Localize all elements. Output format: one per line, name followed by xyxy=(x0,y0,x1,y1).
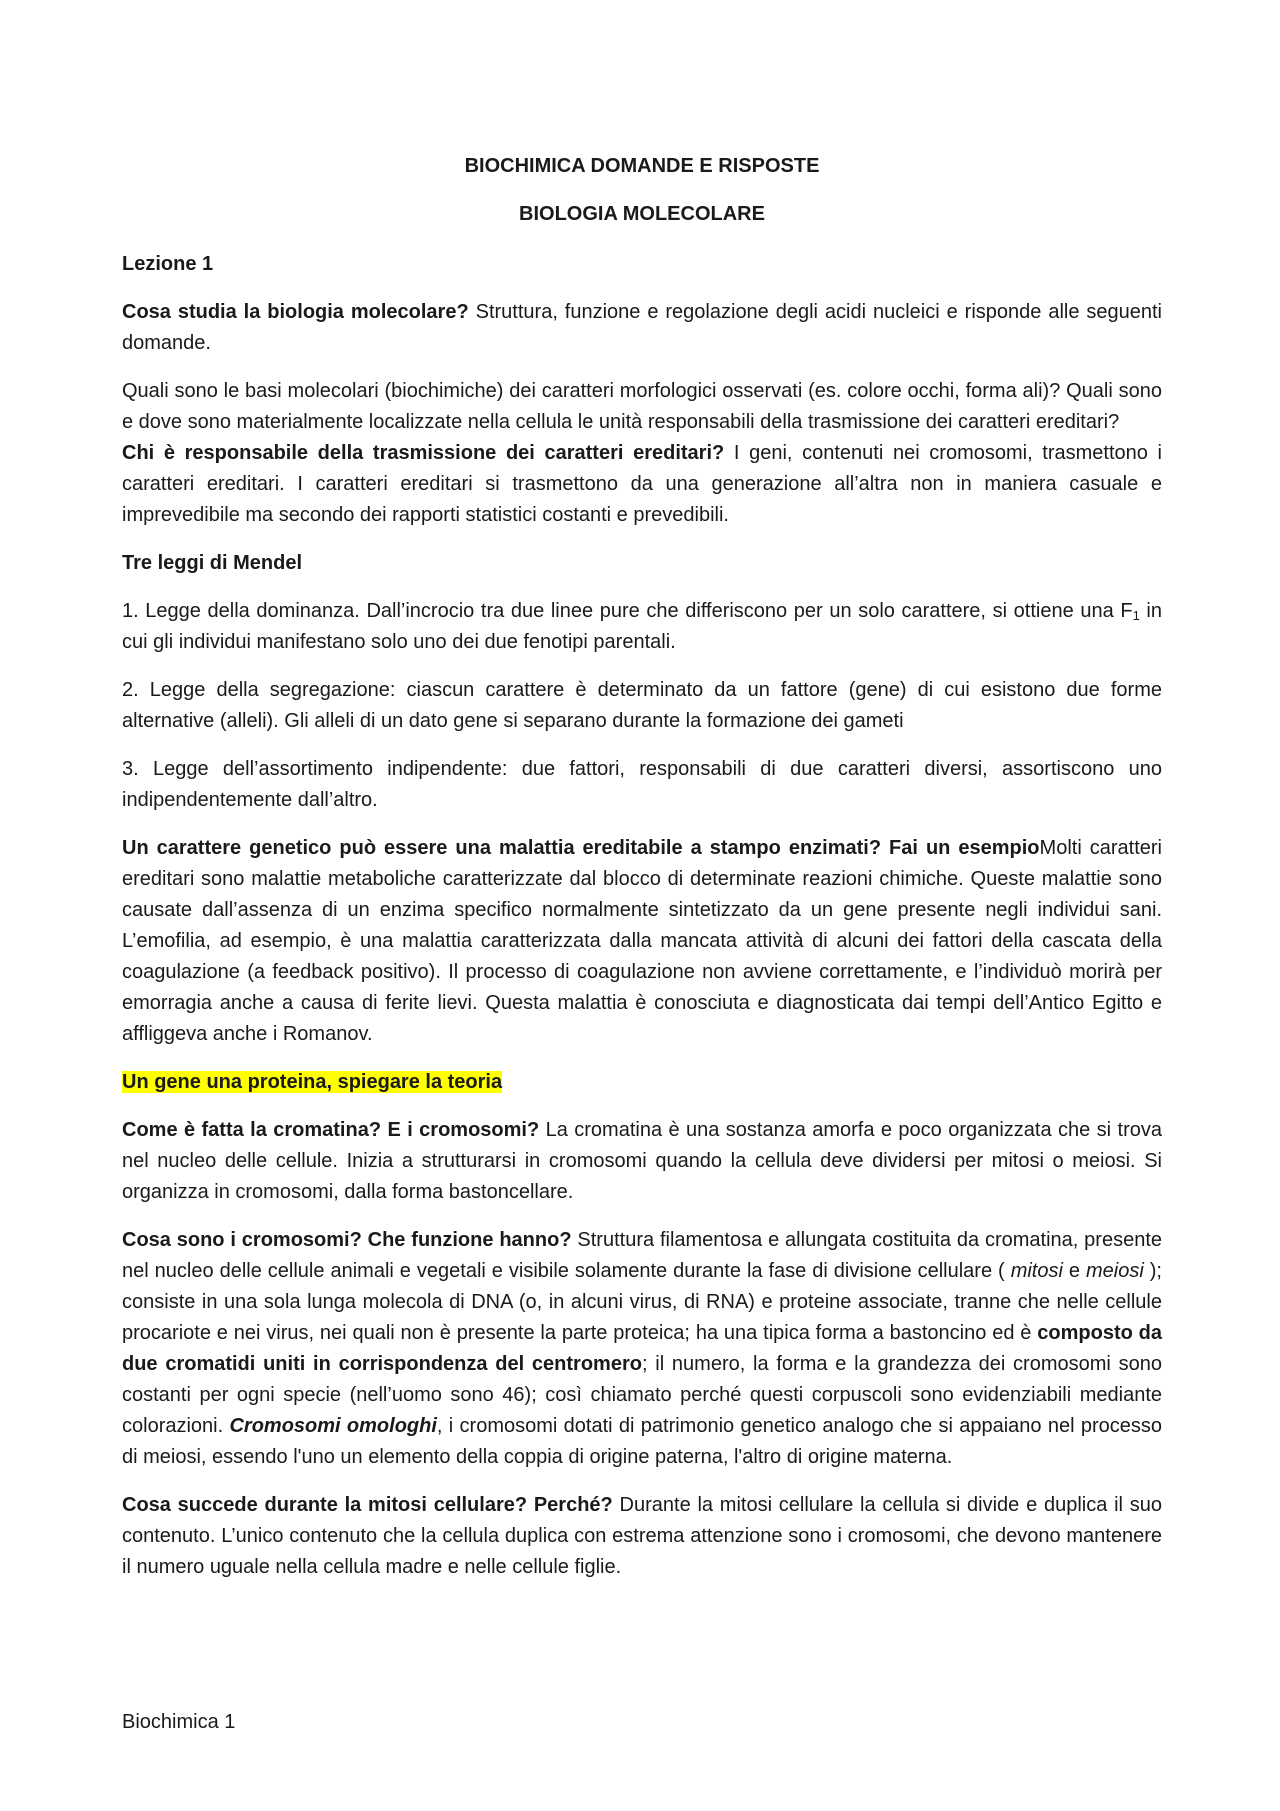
answer-text: Struttura filamentosa e allungata costituita da cromatina, presente nel nucleo delle cellule animali e vegetali e visibile solamente durante la fase di divisione cellulare ( xyxy=(122,1229,1163,1282)
document-title: BIOCHIMICA DOMANDE E RISPOSTE xyxy=(464,155,820,177)
answer-text: e xyxy=(1062,1260,1086,1282)
document-subtitle: BIOLOGIA MOLECOLARE xyxy=(519,203,765,225)
highlighted-heading: Un gene una proteina, spiegare la teoria xyxy=(122,1071,503,1093)
answer-text: I geni, contenuti nei cromosomi, trasmettono i caratteri ereditari. I caratteri ereditari si trasmettono da una generazione all’altra non in maniera casuale e imprevedibile ma secondo dei rapporti statistici costanti e prevedibili. xyxy=(122,442,1162,526)
answer-text: Struttura, funzione e regolazione degli acidi nucleici e risponde alle seguenti domande. xyxy=(122,301,1162,354)
mendel-law-3: 3. Legge dell’assortimento indipendente: due fattori, responsabili di due caratteri diversi, assortiscono uno indipendentemente dall’altro. xyxy=(122,758,1162,811)
answer-text: ; il numero, la forma e la grandezza dei cromosomi sono costanti per ogni specie (nell’uomo sono 46); così chiamato perché questi corpuscoli sono evidenziabili mediante colorazioni. xyxy=(122,1353,1162,1437)
question-text: Cosa studia la biologia molecolare? xyxy=(122,301,469,323)
answer-italic-meiosi: meiosi xyxy=(1086,1260,1144,1282)
law-text: in cui gli individui manifestano solo uno dei due fenotipi parentali. xyxy=(122,600,1163,653)
highlighted-heading-container xyxy=(122,1067,1162,1098)
question-block-5 xyxy=(122,1225,1162,1473)
mendel-law-2: 2. Legge della segregazione: ciascun carattere è determinato da un fattore (gene) di cui esistono due forme alternative (alleli). Gli alleli di un dato gene si separano durante la formazione dei gameti xyxy=(122,679,1162,732)
answer-bold: composto da due cromatidi uniti in corrispondenza del centromero xyxy=(122,1322,1163,1375)
question-block-4 xyxy=(122,1115,1162,1208)
question-text: Come è fatta la cromatina? E i cromosomi? xyxy=(122,1119,540,1141)
answer-bold-italic: Cromosomi omologhi xyxy=(229,1415,437,1437)
question-block-3 xyxy=(122,833,1162,1050)
mendel-law-1 xyxy=(122,596,1162,658)
document-body xyxy=(122,151,1162,1600)
question-text: Cosa sono i cromosomi? Che funzione hanno? xyxy=(122,1229,572,1251)
law-subscript: 1 xyxy=(1132,608,1140,623)
answer-italic-mitosi: mitosi xyxy=(1010,1260,1063,1282)
question-block-1 xyxy=(122,297,1162,359)
question-text: Cosa succede durante la mitosi cellulare? Perché? xyxy=(122,1494,613,1516)
answer-text: , i cromosomi dotati di patrimonio genetico analogo che si appaiano nel processo di meiosi, essendo l'uno un elemento della coppia di origine paterna, l'altro di origine materna. xyxy=(122,1415,1162,1468)
paragraph-basi: Quali sono le basi molecolari (biochimiche) dei caratteri morfologici osservati (es. colore occhi, forma ali)? Quali sono e dove sono materialmente localizzate nella cellula le unità responsabili della trasmissione dei caratteri ereditari? xyxy=(122,380,1162,433)
answer-text: Molti caratteri ereditari sono malattie metaboliche caratterizzate dal blocco di determinate reazioni chimiche. Queste malattie sono causate dall’assenza di un enzima specifico normalmente sintetizzato da un gene presente negli individui sani. L’emofilia, ad esempio, è una malattia caratterizzata dalla mancata attività di alcuni dei fattori della cascata della coagulazione (a feedback positivo). Il processo di coagulazione non avviene correttamente, e l’individuò morirà per emorragia anche a causa di ferite lievi. Questa malattia è conosciuta e diagnosticata dai tempi dell’Antico Egitto e affliggeva anche i Romanov. xyxy=(122,837,1162,1045)
question-text: Chi è responsabile della trasmissione dei caratteri ereditari? xyxy=(122,442,725,464)
answer-text: ); consiste in una sola lunga molecola di DNA (o, in alcuni virus, di RNA) e proteine associate, tranne che nelle cellule procariote e nei virus, nei quali non è presente la parte proteica; ha una tipica forma a bastoncino ed è xyxy=(122,1260,1162,1344)
mendel-heading: Tre leggi di Mendel xyxy=(122,552,303,574)
page-footer: Biochimica 1 xyxy=(122,1711,236,1733)
question-text: Un carattere genetico può essere una malattia ereditabile a stampo enzimati? Fai un esempio xyxy=(122,837,1040,859)
law-text: 1. Legge della dominanza. Dall’incrocio tra due linee pure che differiscono per un solo carattere, si ottiene una F xyxy=(122,600,1133,622)
answer-text: Durante la mitosi cellulare la cellula si divide e duplica il suo contenuto. L’unico contenuto che la cellula duplica con estrema attenzione sono i cromosomi, che devono mantenere il numero uguale nella cellula madre e nelle cellule figlie. xyxy=(122,1494,1162,1578)
question-block-6 xyxy=(122,1490,1162,1583)
lesson-heading: Lezione 1 xyxy=(122,253,214,275)
answer-text: La cromatina è una sostanza amorfa e poco organizzata che si trova nel nucleo delle cellule. Inizia a strutturarsi in cromosomi quando la cellula deve dividersi per mitosi o meiosi. Si organizza in cromosomi, dalla forma bastoncellare. xyxy=(122,1119,1162,1203)
question-block-2 xyxy=(122,438,1162,531)
